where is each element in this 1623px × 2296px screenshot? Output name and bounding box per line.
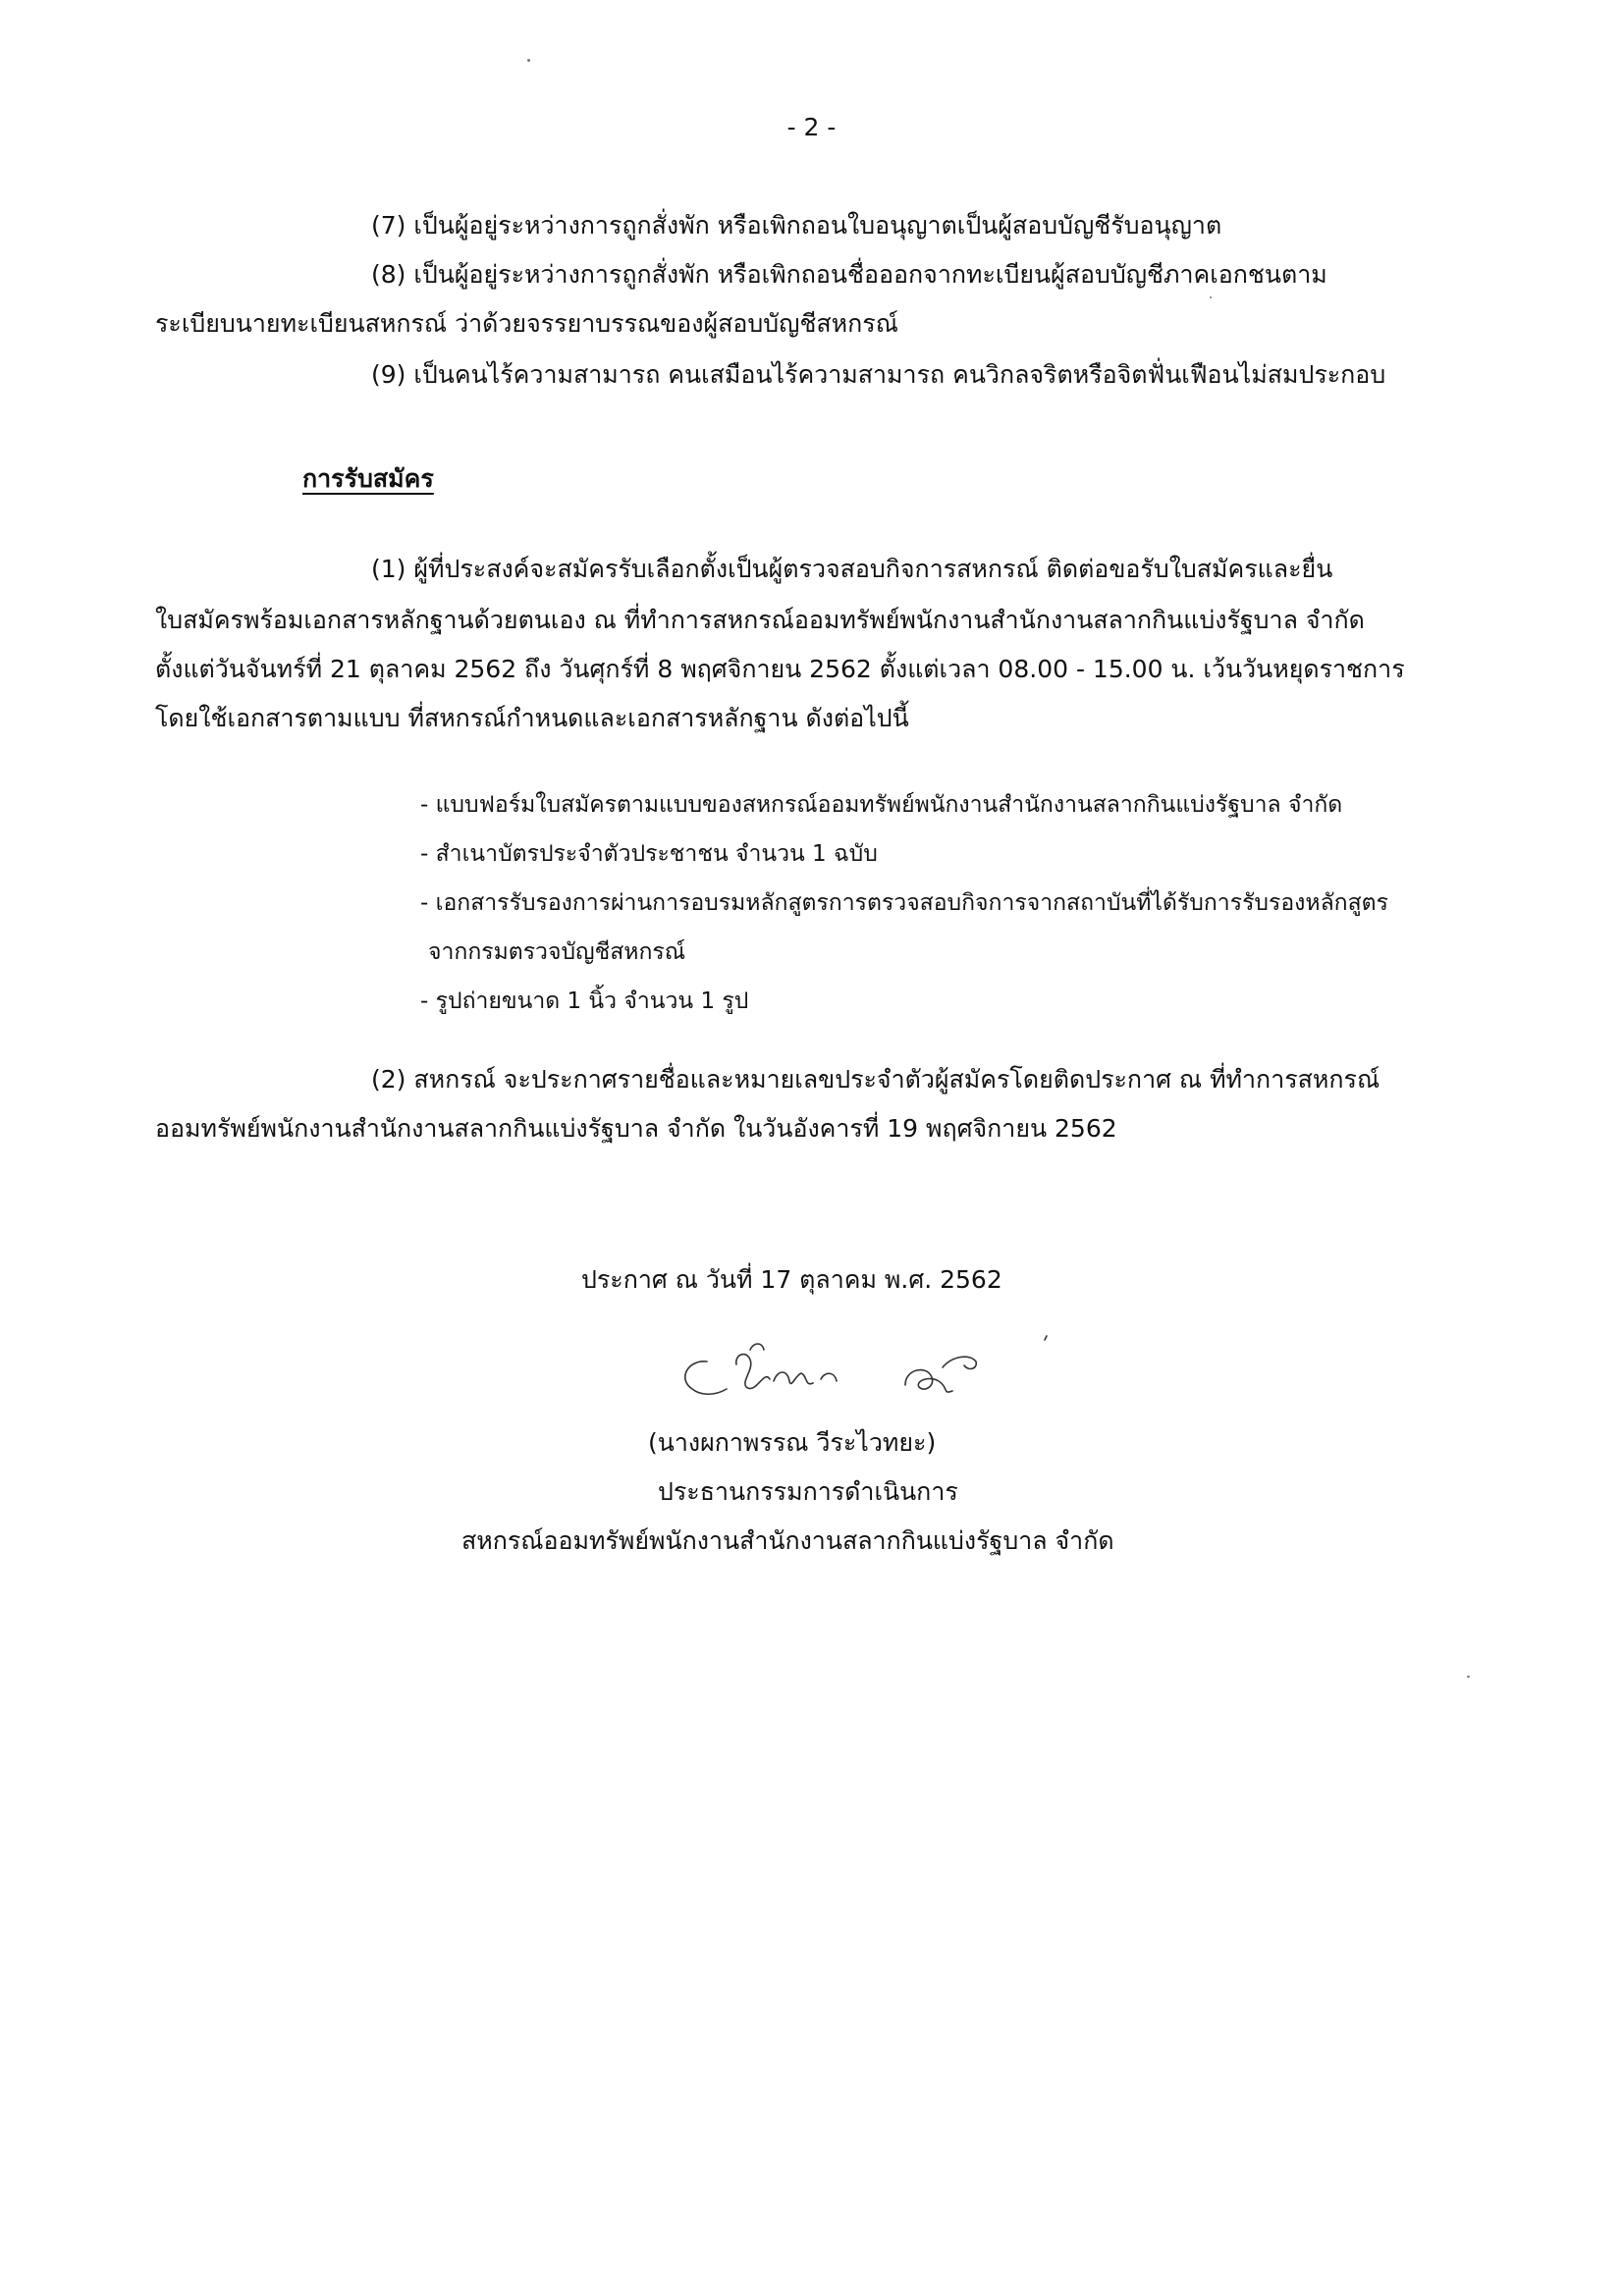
scan-speck: [527, 59, 530, 62]
para1-line-1: (1) ผู้ที่ประสงค์จะสมัครรับเลือกตั้งเป็นผู้ตรวจสอบกิจการสหกรณ์ ติดต่อขอรับใบสมัครและยื่น: [371, 555, 1333, 583]
signatory-name: (นางผกาพรรณ วีระไวทยะ): [648, 1428, 937, 1457]
para1-line-2: ใบสมัครพร้อมเอกสารหลักฐานด้วยตนเอง ณ ที่ทำการสหกรณ์ออมทรัพย์พนักงานสำนักงานสลากกินแบ่งรัฐบาล จำกัด: [155, 606, 1365, 634]
para1-line-3: ตั้งแต่วันจันทร์ที่ 21 ตุลาคม 2562 ถึง วันศุกร์ที่ 8 พฤศจิกายน 2562 ตั้งแต่เวลา 08.00 - 15.00 น. เว้นวันหยุดราชการ: [155, 655, 1405, 683]
item-7: (7) เป็นผู้อยู่ระหว่างการถูกสั่งพัก หรือเพิกถอนใบอนุญาตเป็นผู้สอบบัญชีรับอนุญาต: [371, 211, 1222, 240]
page-number: - 2 -: [786, 113, 837, 141]
para2-line-1: (2) สหกรณ์ จะประกาศรายชื่อและหมายเลขประจำตัวผู้สมัครโดยติดประกาศ ณ ที่ทำการสหกรณ์: [371, 1065, 1380, 1094]
para1-line-4: โดยใช้เอกสารตามแบบ ที่สหกรณ์กำหนดและเอกสารหลักฐาน ดังต่อไปนี้: [155, 704, 909, 732]
para2-line-2: ออมทรัพย์พนักงานสำนักงานสลากกินแบ่งรัฐบาล จำกัด ในวันอังคารที่ 19 พฤศจิกายน 2562: [155, 1114, 1117, 1143]
signatory-position: ประธานกรรมการดำเนินการ: [658, 1477, 958, 1506]
doc-list-item-continued: จากกรมตรวจบัญชีสหกรณ์: [428, 939, 686, 965]
doc-list-item: - รูปถ่ายขนาด 1 นิ้ว จำนวน 1 รูป: [420, 988, 749, 1014]
announce-date: ประกาศ ณ วันที่ 17 ตุลาคม พ.ศ. 2562: [581, 1265, 1002, 1294]
signatory-organization: สหกรณ์ออมทรัพย์พนักงานสำนักงานสลากกินแบ่งรัฐบาล จำกัด: [461, 1526, 1114, 1555]
item-9: (9) เป็นคนไร้ความสามารถ คนเสมือนไร้ความสามารถ คนวิกลจริตหรือจิตฟั่นเฟือนไม่สมประกอบ: [371, 360, 1386, 389]
item-8: (8) เป็นผู้อยู่ระหว่างการถูกสั่งพัก หรือเพิกถอนชื่อออกจากทะเบียนผู้สอบบัญชีภาคเอกชนตาม: [371, 260, 1327, 289]
doc-list-item: - แบบฟอร์มใบสมัครตามแบบของสหกรณ์ออมทรัพย์พนักงานสำนักงานสลากกินแบ่งรัฐบาล จำกัด: [420, 792, 1343, 818]
doc-list-item: - เอกสารรับรองการผ่านการอบรมหลักสูตรการตรวจสอบกิจการจากสถาบันที่ได้รับการรับรองหลักสูตร: [420, 890, 1388, 916]
section-heading: การรับสมัคร: [302, 464, 434, 493]
scan-speck: [1467, 1676, 1470, 1678]
item-8-continued: ระเบียบนายทะเบียนสหกรณ์ ว่าด้วยจรรยาบรรณของผู้สอบบัญชีสหกรณ์: [155, 309, 898, 338]
doc-list-item: - สำเนาบัตรประจำตัวประชาชน จำนวน 1 ฉบับ: [420, 841, 878, 867]
scan-speck: [1210, 296, 1212, 298]
signature-image: [648, 1310, 1159, 1428]
